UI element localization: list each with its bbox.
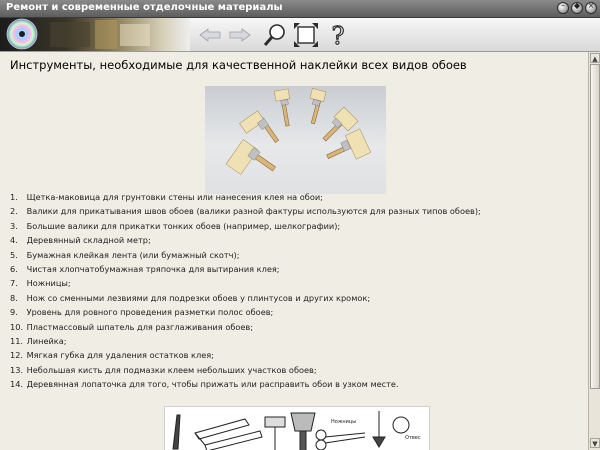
banner-image	[0, 18, 190, 51]
forward-arrow-icon	[228, 28, 252, 42]
list-item: 6. Чистая хлопчатобумажная тряпочка для вытирания клея;	[10, 263, 280, 274]
toolbar	[0, 18, 600, 52]
restore-icon: ◆	[573, 1, 581, 10]
list-item: 7. Ножницы;	[10, 278, 71, 289]
restore-button[interactable]	[571, 2, 583, 14]
list-item: 8. Нож со сменными лезвиями для подрезки обоев у плинтусов и других кромок;	[10, 292, 371, 303]
close-icon: ×	[587, 1, 595, 10]
list-item: 5. Бумажная клейкая лента (или бумажный скотч);	[10, 249, 240, 260]
scroll-up-icon[interactable]: ▲	[590, 53, 600, 63]
list-item: 11. Линейка;	[10, 335, 67, 346]
back-arrow-icon	[198, 28, 222, 42]
back-button[interactable]	[196, 21, 223, 48]
list-item: 3. Большие валики для прикатки тонких обоев (например, шелкографии);	[10, 220, 341, 231]
title-bar	[0, 0, 600, 18]
scroll-down-icon[interactable]: ▼	[590, 438, 600, 448]
tools-drawing	[164, 406, 430, 450]
list-item: 9. Уровень для ровного проведения разметки полос обоев;	[10, 307, 274, 318]
list-item: 2. Валики для прикатывания швов обоев (валики разной фактуры используются для разных типов обоев);	[10, 206, 481, 217]
window-title: Ремонт и современные отделочные материалы	[6, 2, 283, 13]
plumb-label: Отвес	[405, 435, 421, 441]
help-question-icon	[325, 22, 351, 48]
page-title: Инструменты, необходимые для качественной наклейки всех видов обоев	[10, 58, 467, 72]
fullscreen-button[interactable]	[292, 21, 319, 48]
scroll-thumb[interactable]	[590, 64, 600, 389]
fullscreen-icon	[293, 22, 319, 48]
list-item: 13. Небольшая кисть для подмазки клеем небольших участков обоев;	[10, 364, 317, 375]
list-item: 1. Щетка-маковица для грунтовки стены или нанесения клея на обои;	[10, 192, 323, 202]
search-button[interactable]	[261, 21, 288, 48]
magnifier-icon	[262, 22, 288, 48]
close-button[interactable]	[585, 2, 597, 14]
scissors-label: Ножницы	[331, 419, 357, 425]
forward-button[interactable]	[226, 21, 253, 48]
content-area	[4, 52, 588, 450]
list-item: 12. Мягкая губка для удаления остатков клея;	[10, 350, 214, 361]
tools-list	[10, 190, 481, 391]
list-item: 10. Пластмассовый шпатель для разглаживания обоев;	[10, 321, 254, 332]
minimize-button[interactable]	[557, 2, 569, 14]
vertical-scrollbar[interactable]	[588, 52, 600, 450]
help-button[interactable]	[324, 21, 351, 48]
brushes-photo	[205, 86, 386, 194]
svg-text:?: ?	[331, 21, 344, 48]
list-item: 14. Деревянная лопаточка для того, чтобы прижать или расправить обои в узком месте.	[10, 379, 399, 390]
minimize-icon: –	[561, 1, 565, 10]
list-item: 4. Деревянный складной метр;	[10, 235, 151, 246]
